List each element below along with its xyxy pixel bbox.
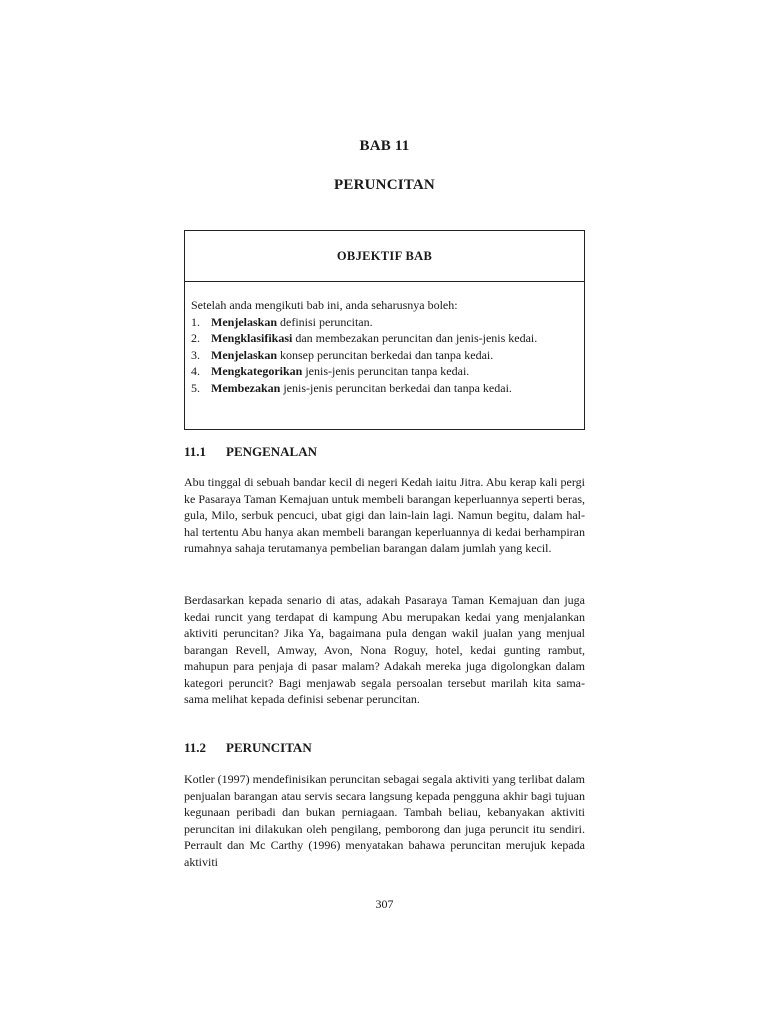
objective-verb: Menjelaskan [211, 314, 277, 329]
body-paragraph: Abu tinggal di sebuah bandar kecil di negeri Kedah iaitu Jitra. Abu kerap kali pergi ke Pasaraya Taman Kemajuan untuk membeli barangan keperluannya seperti beras, gula, Milo, serbuk pencuci, ubat gigi dan lain-lain lagi. Namun begitu, dalam hal-hal tertentu Abu hanya akan membeli barangan keperluannya di kedai berhampiran rumahnya sahaja terutamanya pembelian barangan dalam jumlah yang kecil. [184, 475, 585, 555]
objective-text: jenis-jenis peruncitan berkedai dan tanpa kedai. [280, 380, 512, 395]
objective-text: dan membezakan peruncitan dan jenis-jenis kedai. [292, 331, 538, 345]
page-number: 307 [375, 897, 394, 911]
section-number: 11.1 [184, 444, 207, 459]
section-heading-peruncitan [184, 740, 312, 756]
objective-item [191, 363, 578, 380]
objective-text: jenis-jenis peruncitan tanpa kedai. [302, 364, 470, 378]
objective-item [191, 314, 578, 331]
chapter-title: PERUNCITAN [334, 177, 435, 193]
objective-number: 2. [191, 331, 200, 345]
objective-text: definisi peruncitan. [277, 314, 373, 329]
objective-verb: Mengkategorikan [211, 364, 303, 378]
objectives-list [191, 314, 578, 397]
objective-number: 4. [191, 364, 200, 378]
section-heading-pengenalan [184, 444, 317, 460]
objective-number: 5. [191, 380, 200, 395]
objectives-body [185, 282, 584, 396]
body-paragraph: Kotler (1997) mendefinisikan peruncitan sebagai segala aktiviti yang terlibat dalam penjualan barangan atau servis secara langsung kepada pengguna akhir bagi tujuan kegunaan peribadi dan bukan perniagaan. Tambah beliau, kebanyakan aktiviti peruncitan ini dilakukan oleh pengilang, pemborong dan juga peruncit itu sendiri. Perrault dan Mc Carthy (1996) menyatakan bahawa peruncitan merujuk kepada aktiviti [184, 772, 585, 869]
objective-text: konsep peruncitan berkedai dan tanpa kedai. [277, 347, 494, 362]
chapter-number: BAB 11 [359, 138, 410, 154]
section-title: PERUNCITAN [226, 740, 312, 755]
document-page [184, 0, 585, 1024]
section-number: 11.2 [184, 740, 207, 755]
objectives-box [184, 230, 585, 430]
objective-number: 1. [191, 314, 200, 329]
objective-verb: Membezakan [211, 380, 281, 395]
objective-number: 3. [191, 347, 200, 362]
objective-item [191, 330, 578, 347]
objective-item [191, 347, 578, 364]
objective-verb: Menjelaskan [211, 347, 277, 362]
objectives-intro: Setelah anda mengikuti bab ini, anda seharusnya boleh: [191, 298, 458, 312]
body-paragraph: Berdasarkan kepada senario di atas, adakah Pasaraya Taman Kemajuan dan juga kedai runcit yang terdapat di kampung Abu merupakan kedai yang menjalankan aktiviti peruncitan? Jika Ya, bagaimana pula dengan wakil jualan yang menjual barangan Revell, Amway, Avon, Nona Roguy, hotel, kedai gunting rambut, mahupun para penjaja di pasar malam? Adakah mereka juga digolongkan dalam kategori peruncit? Bagi menjawab segala persoalan tersebut marilah kita sama-sama melihat kepada definisi sebenar peruncitan. [184, 593, 585, 706]
objectives-heading: OBJEKTIF BAB [185, 231, 584, 282]
section-title: PENGENALAN [226, 444, 318, 459]
objective-verb: Mengklasifikasi [211, 331, 293, 345]
objective-item [191, 380, 578, 397]
